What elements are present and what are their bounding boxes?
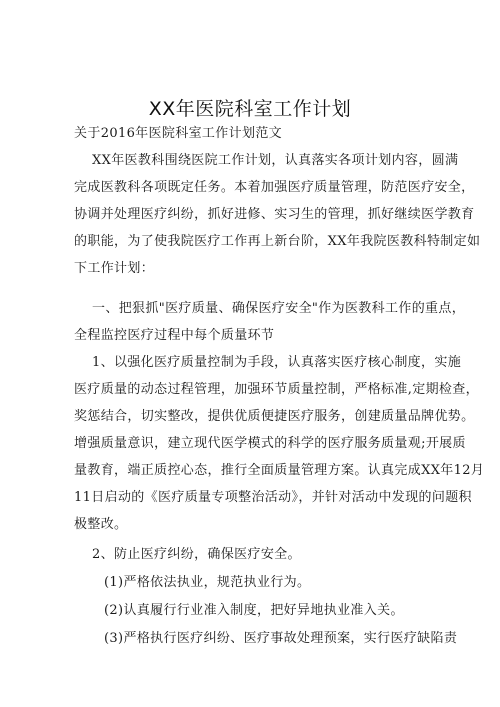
body-line: 奖惩结合，切实整改，提供优质便捷医疗服务，创建质量品牌优势。 xyxy=(74,409,475,424)
body-line: 下工作计划： xyxy=(74,261,155,276)
list-item-line: (2)认真履行行业准入制度，把好异地执业准入关。 xyxy=(104,603,404,618)
section-heading-line: 全程监控医疗过程中每个质量环节 xyxy=(74,328,275,343)
list-item-line: (1)严格依法执业，规范执业行为。 xyxy=(104,575,311,590)
list-item-line: (3)严格执行医疗纠纷、医疗事故处理预案，实行医疗缺陷责 xyxy=(104,631,458,646)
subtitle-line: 关于2016年医院科室工作计划范文 xyxy=(74,126,283,141)
body-line: 的职能，为了使我院医疗工作再上新台阶，XX年我院医教科特制定如 xyxy=(74,234,481,249)
body-line: 医疗质量的动态过程管理，加强环节质量控制，严格标准,定期检查， xyxy=(74,382,479,397)
body-line: 量教育，端正质控心态，推行全面质量管理方案。认真完成XX年12月 xyxy=(74,463,485,478)
body-line: 1、以强化医疗质量控制为手段，认真落实医疗核心制度，实施 xyxy=(92,355,462,370)
section-heading-line: 2、防止医疗纠纷，确保医疗安全。 xyxy=(92,547,301,562)
body-line: 11日启动的《医疗质量专项整治活动》，并针对活动中发现的问题积 xyxy=(74,490,472,505)
body-line: 完成医教科各项既定任务。本着加强医疗质量管理，防范医疗安全， xyxy=(74,180,475,195)
body-line: 协调并处理医疗纠纷，抓好进修、实习生的管理，抓好继续医学教育 xyxy=(74,207,475,222)
section-heading-line: 一、把狠抓"医疗质量、确保医疗安全"作为医教科工作的重点， xyxy=(92,301,466,316)
body-line: 极整改。 xyxy=(74,517,128,532)
body-line: 增强质量意识，建立现代医学模式的科学的医疗服务质量观;开展质 xyxy=(74,436,466,451)
document-title: XX年医院科室工作计划 xyxy=(148,98,352,120)
body-line: XX年医教科围绕医院工作计划，认真落实各项计划内容，圆满 xyxy=(92,153,459,168)
